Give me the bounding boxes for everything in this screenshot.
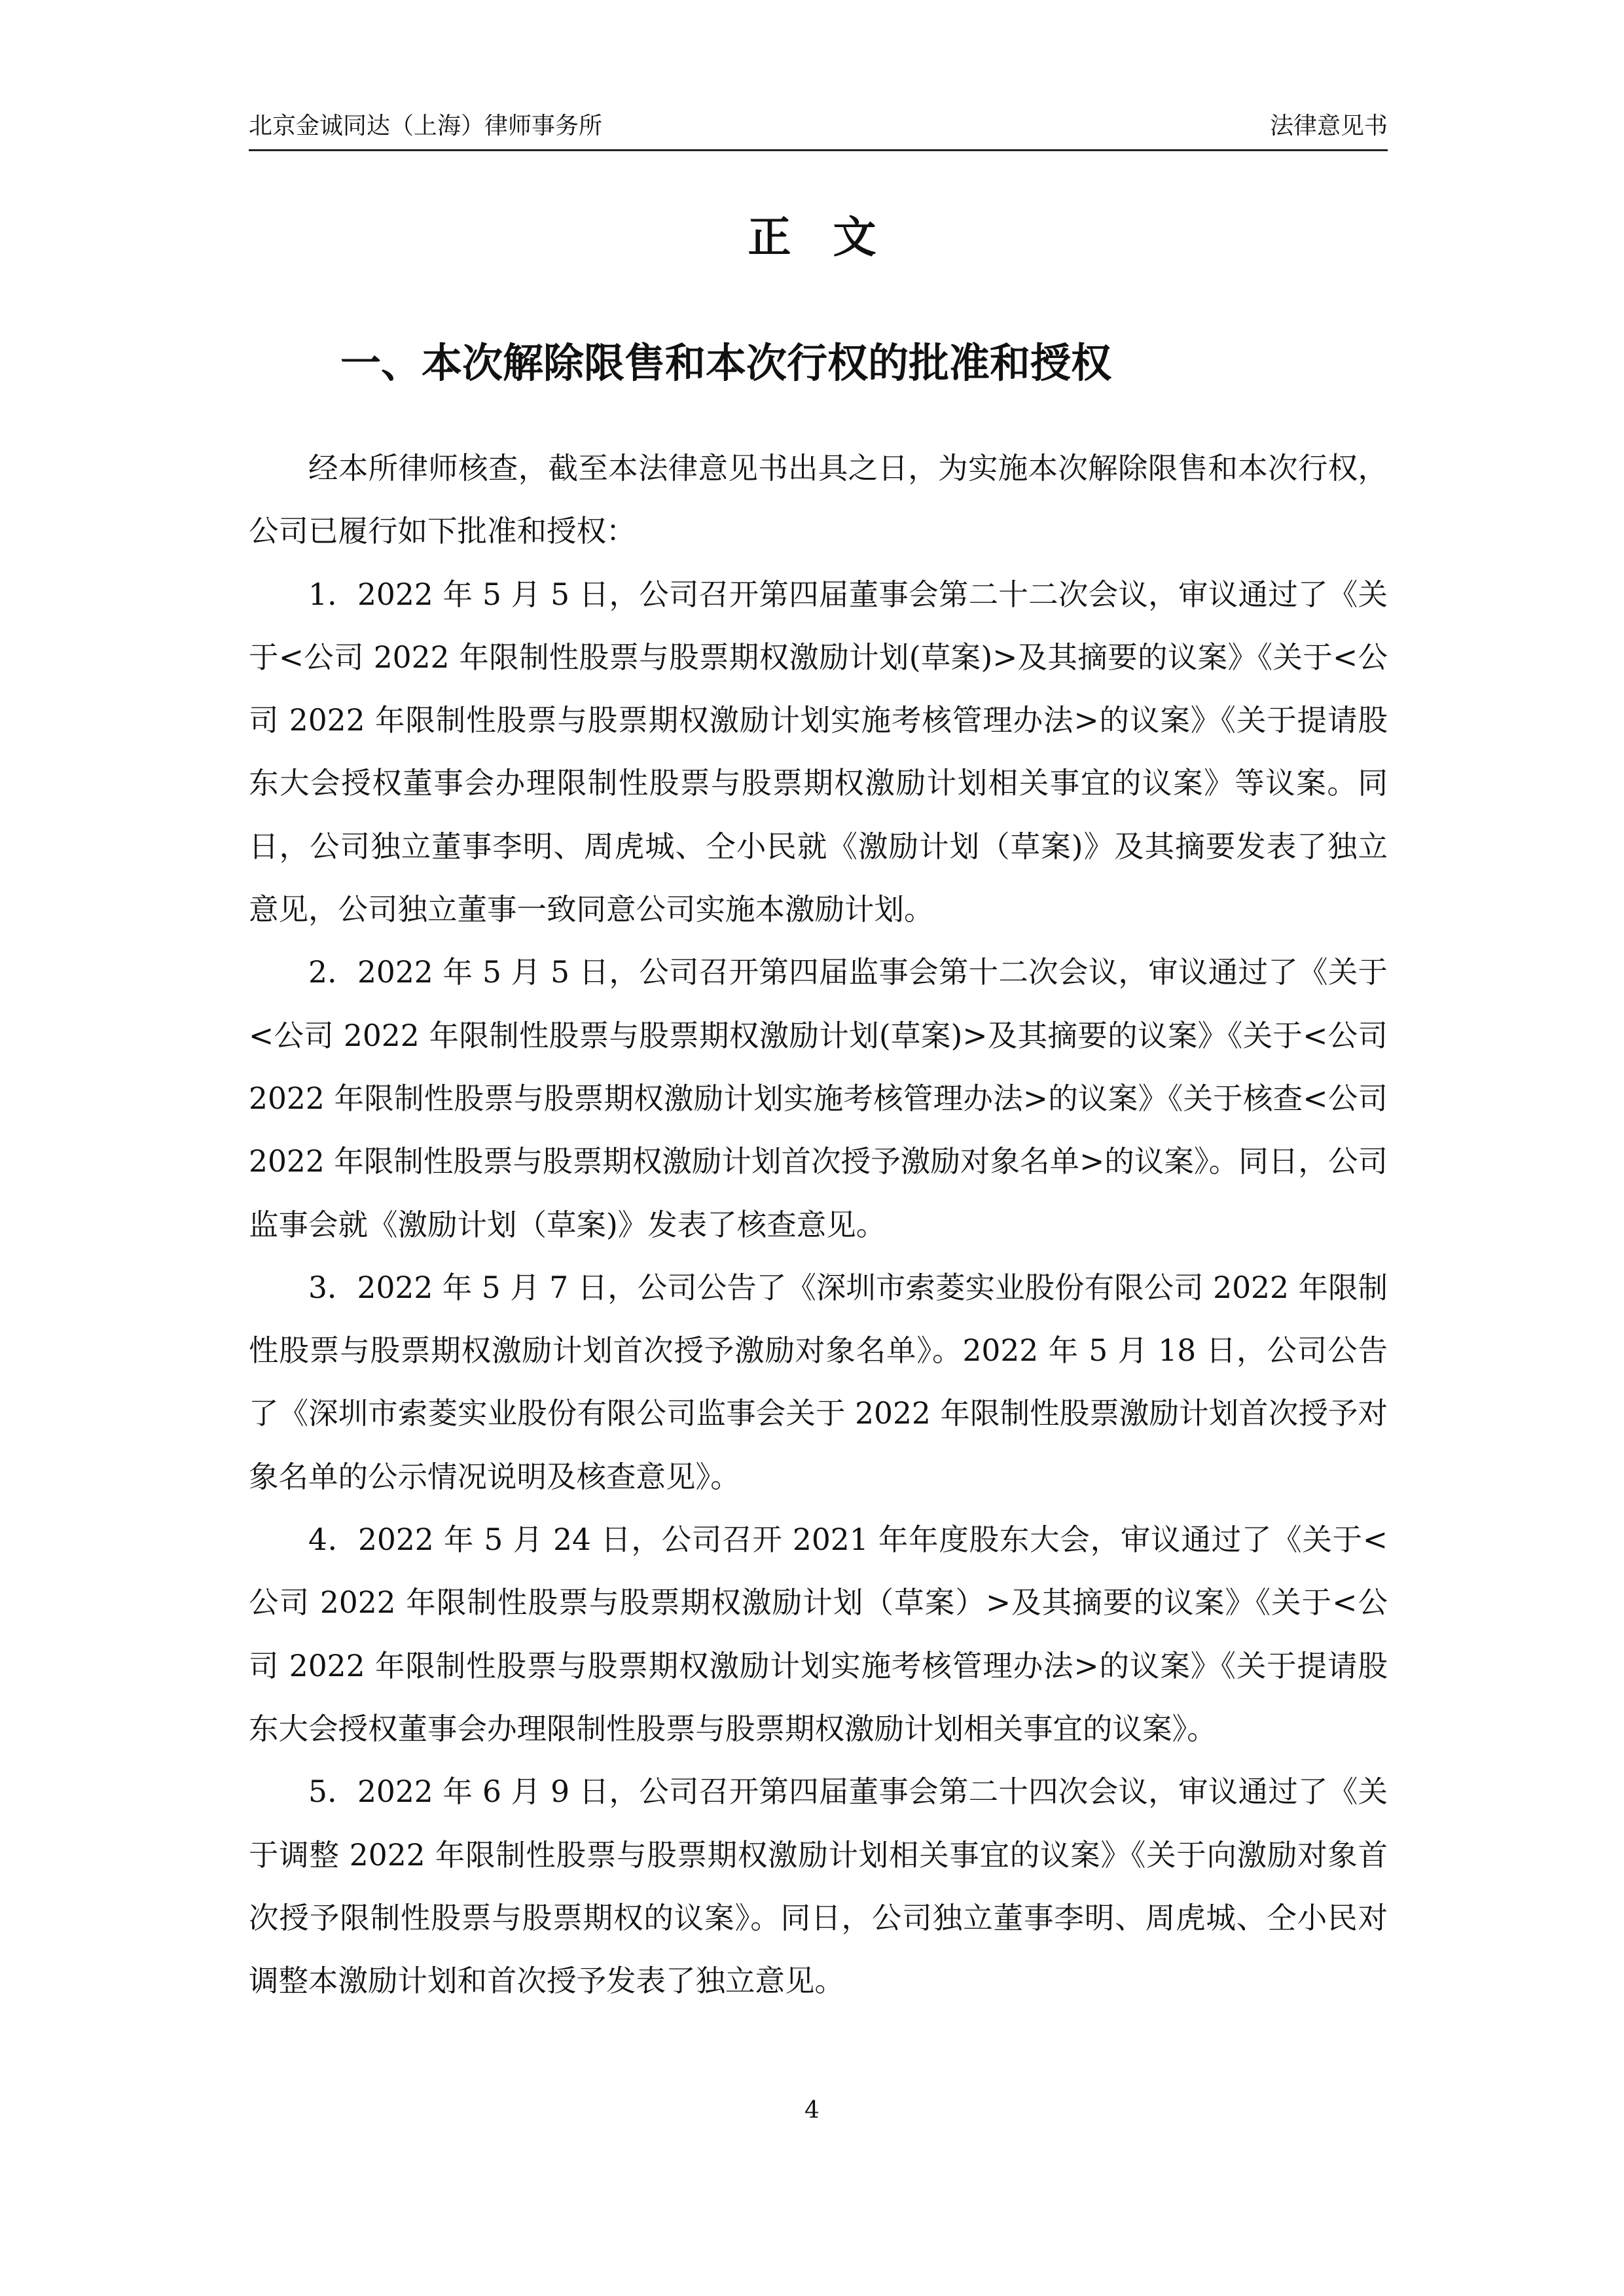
paragraph-item-5: 5．2022 年 6 月 9 日，公司召开第四届董事会第二十四次会议，审议通过了《关于调整 2022 年限制性股票与股票期权激励计划相关事宜的议案》《关于向激励对象首次授予限制性股票与股票期权的议案》。同日，公司独立董事李明、周虎城、仝小民对调整本激励计划和首次授予发表了独立意见。 [249, 1774, 1388, 1999]
header-firm-name: 北京金诚同达（上海）律师事务所 [249, 113, 603, 139]
paragraph-intro: 经本所律师核查，截至本法律意见书出具之日，为实施本次解除限售和本次行权，公司已履行如下批准和授权： [249, 451, 1388, 549]
page-title: 正文 [748, 212, 918, 262]
paragraph-item-2: 2．2022 年 5 月 5 日，公司召开第四届监事会第十二次会议，审议通过了《关于<公司 2022 年限制性股票与股票期权激励计划(草案)>及其摘要的议案》《关于<公司 2022 年限制性股票与股票期权激励计划实施考核管理办法>的议案》《关于核查<公司 2022 年限制性股票与股票期权激励计划首次授予激励对象名单>的议案》。同日，公司监事会就《激励计划（草案)》发表了核查意见。 [249, 955, 1388, 1242]
page-number: 4 [804, 2097, 820, 2124]
paragraph-item-3: 3．2022 年 5 月 7 日，公司公告了《深圳市索菱实业股份有限公司 2022 年限制性股票与股票期权激励计划首次授予激励对象名单》。2022 年 5 月 18 日，公司公告了《深圳市索菱实业股份有限公司监事会关于 2022 年限制性股票激励计划首次授予对象名单的公示情况说明及核查意见》。 [249, 1270, 1388, 1494]
body-text [249, 437, 1388, 2013]
page-header [249, 110, 1388, 151]
paragraph-item-4: 4．2022 年 5 月 24 日，公司召开 2021 年年度股东大会，审议通过了《关于<公司 2022 年限制性股票与股票期权激励计划（草案）>及其摘要的议案》《关于<公司 2022 年限制性股票与股票期权激励计划实施考核管理办法>的议案》《关于提请股东大会授权董事会办理限制性股票与股票期权激励计划相关事宜的议案》。 [249, 1522, 1388, 1746]
paragraph-item-1: 1．2022 年 5 月 5 日，公司召开第四届董事会第二十二次会议，审议通过了《关于<公司 2022 年限制性股票与股票期权激励计划(草案)>及其摘要的议案》《关于<公司 2022 年限制性股票与股票期权激励计划实施考核管理办法>的议案》《关于提请股东大会授权董事会办理限制性股票与股票期权激励计划相关事宜的议案》等议案。同日，公司独立董事李明、周虎城、仝小民就《激励计划（草案)》及其摘要发表了独立意见，公司独立董事一致同意公司实施本激励计划。 [249, 577, 1388, 927]
section-heading: 一、本次解除限售和本次行权的批准和授权 [340, 339, 1112, 387]
header-document-type: 法律意见书 [1269, 113, 1388, 139]
